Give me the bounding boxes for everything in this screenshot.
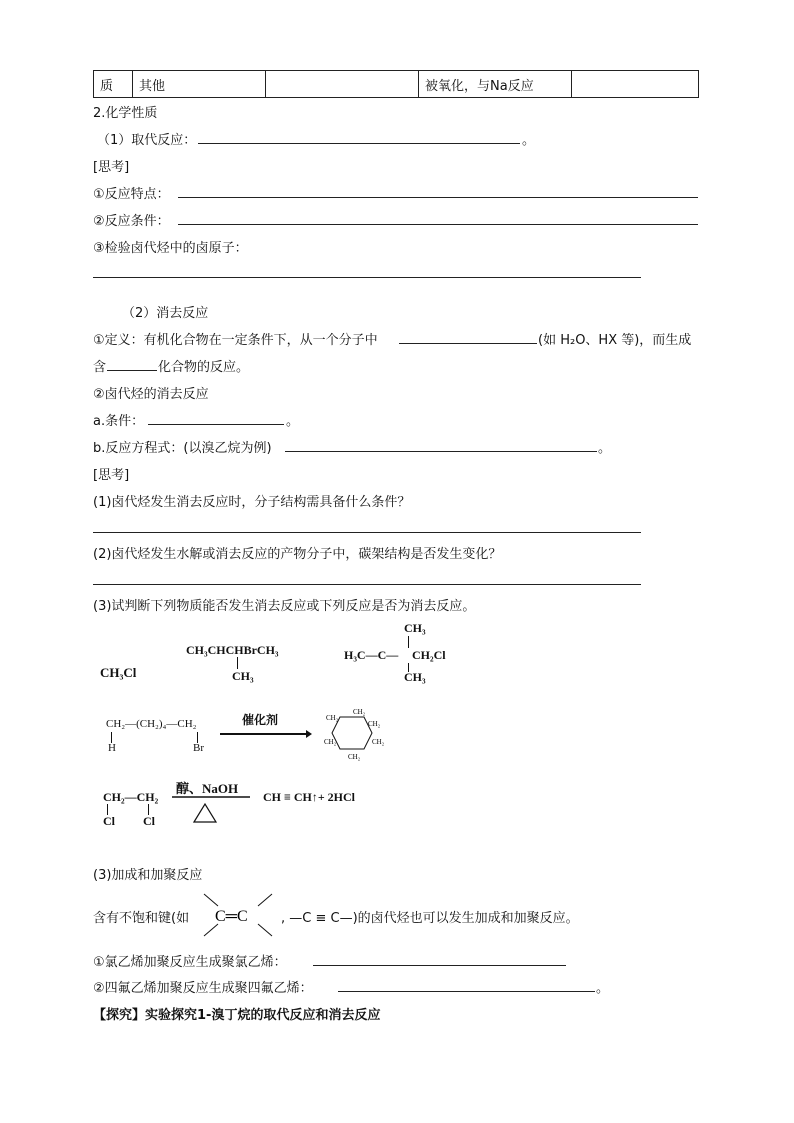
chloromethyl-group: CH₂Cl	[412, 648, 446, 662]
explore-heading: 【探究】实验探究1-溴丁烷的取代反应和消去反应	[93, 1008, 381, 1023]
double-bond-label: C═C	[215, 908, 248, 925]
question-text: (2)卤代烃发生水解或消去反应的产物分子中，碳架结构是否发生变化？	[93, 547, 502, 562]
answer-line	[399, 343, 537, 344]
bromine-atom: Br	[193, 742, 204, 754]
alkene-structure	[200, 890, 276, 940]
answer-line	[178, 197, 698, 198]
equation-label: b.反应方程式：(以溴乙烷为例)	[93, 441, 272, 456]
definition-text: 含	[93, 360, 107, 375]
period: 。	[522, 133, 536, 148]
definition-text: ①定义：有机化合物在一定条件下，从一个分子中	[93, 333, 378, 348]
addition-text: , —C ≡ C—)的卤代烃也可以发生加成和加聚反应。	[281, 911, 579, 926]
reaction-arrow-heat	[172, 794, 250, 824]
definition-text: (如 H₂O、HX 等)，而生成	[538, 333, 692, 348]
acetylene-product: CH ≡ CH↑+ 2HCl	[263, 790, 356, 804]
ch3cl-formula: CH₃Cl	[100, 665, 137, 680]
answer-line	[338, 991, 595, 992]
table-cell	[572, 71, 699, 98]
chlorine-atom: Cl	[143, 814, 155, 828]
addition-text: 含有不饱和键(如	[93, 911, 190, 926]
dichloroethane-formula: CH₂—CH₂	[103, 790, 159, 804]
answer-line	[93, 532, 641, 533]
chlorine-atom: Cl	[103, 814, 115, 828]
think-heading: [思考]	[93, 160, 130, 175]
section-heading: 2.化学性质	[93, 106, 158, 121]
question-text: ①氯乙烯加聚反应生成聚氯乙烯：	[93, 955, 287, 970]
bond-line	[408, 636, 409, 648]
sub-heading: ②卤代烃的消去反应	[93, 387, 209, 402]
question-text: (3)试判断下列物质能否发生消去反应或下列反应是否为消去反应。	[93, 599, 476, 614]
ring-ch2-label: CH₂	[372, 738, 385, 746]
neopentyl-formula: H₃C—C—	[344, 648, 399, 662]
period: 。	[286, 414, 300, 429]
question-text: ③检验卤代烃中的卤原子：	[93, 241, 248, 256]
answer-line	[93, 277, 641, 278]
period: 。	[598, 441, 612, 456]
answer-line	[285, 451, 597, 452]
dihalo-chain-formula: CH₂—(CH₂)₄—CH₂	[106, 718, 197, 730]
methyl-group: CH₃	[404, 670, 426, 684]
table-row	[94, 71, 699, 98]
catalyst-label: 催化剂	[242, 713, 279, 727]
methyl-group: CH₃	[404, 621, 426, 635]
period: 。	[596, 981, 610, 996]
reaction-arrow	[220, 728, 312, 740]
table-cell: 其他	[133, 71, 266, 98]
think-heading: [思考]	[93, 468, 130, 483]
answer-line	[148, 424, 284, 425]
reagent-label: 醇、NaOH	[176, 781, 239, 796]
question-text: ②四氟乙烯加聚反应生成聚四氟乙烯：	[93, 981, 313, 996]
answer-line	[178, 224, 698, 225]
answer-line	[313, 965, 566, 966]
hydrogen-atom: H	[108, 742, 116, 754]
answer-line	[107, 370, 157, 371]
question-text: (1)卤代烃发生消去反应时，分子结构需具备什么条件？	[93, 495, 411, 510]
ring-ch2-label: CH₂	[368, 720, 381, 728]
ring-ch2-label: CH₂	[324, 738, 337, 746]
cyclohexane-ring	[320, 704, 390, 762]
section-heading: （2）消去反应	[122, 306, 209, 321]
table-cell: 被氧化，与Na反应	[419, 71, 572, 98]
butane-formula: CH₃CHCHBrCH₃	[186, 643, 279, 657]
answer-line	[93, 584, 641, 585]
ring-ch2-label: CH₂	[348, 753, 361, 761]
question-text: ①反应特点：	[93, 187, 170, 202]
ring-ch2-label: CH₂	[326, 714, 339, 722]
answer-line	[198, 143, 520, 144]
table-cell	[266, 71, 419, 98]
properties-table	[93, 70, 699, 98]
question-text: ②反应条件：	[93, 214, 170, 229]
table-cell: 质	[94, 71, 133, 98]
methyl-group: CH₃	[232, 669, 254, 683]
substitution-label: （1）取代反应：	[97, 133, 197, 148]
condition-label: a.条件：	[93, 414, 145, 429]
definition-text: 化合物的反应。	[158, 360, 250, 375]
section-heading: (3)加成和加聚反应	[93, 868, 203, 883]
ring-ch2-label: CH₂	[353, 708, 366, 716]
bond-line	[237, 657, 238, 669]
